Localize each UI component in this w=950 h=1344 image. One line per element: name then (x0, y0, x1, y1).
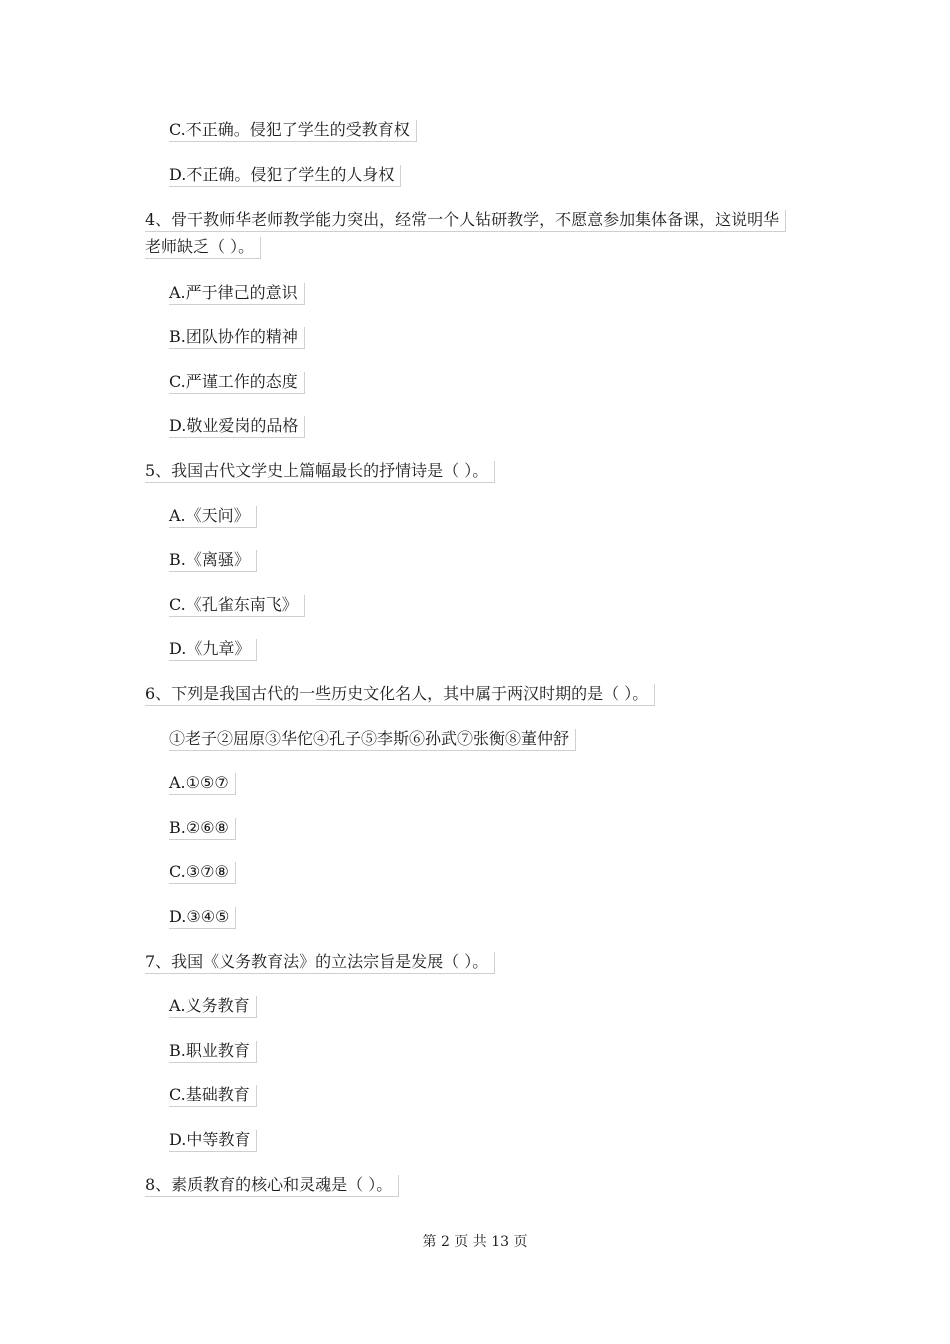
q6-stem: 6、下列是我国古代的一些历史文化名人，其中属于两汉时期的是（ ）。 (145, 684, 655, 706)
q7-option-a: A.义务教育 (169, 996, 257, 1018)
q6-option-b: B.②⑥⑧ (169, 818, 236, 840)
page-footer: 第 2 页 共 13 页 (422, 1234, 528, 1250)
q5-stem: 5、我国古代文学史上篇幅最长的抒情诗是（ ）。 (145, 461, 495, 483)
q4-option-d: D.敬业爱岗的品格 (169, 416, 305, 438)
q6-list: ①老子②屈原③华佗④孔子⑤李斯⑥孙武⑦张衡⑧董仲舒 (169, 729, 576, 751)
q4-stem-line1: 4、骨干教师华老师教学能力突出，经常一个人钻研教学，不愿意参加集体备课，这说明华 (145, 210, 786, 232)
q4-option-b: B.团队协作的精神 (169, 327, 305, 349)
q3-option-d: D.不正确。侵犯了学生的人身权 (169, 165, 401, 187)
q7-option-d: D.中等教育 (169, 1130, 257, 1152)
q4-option-c: C.严谨工作的态度 (169, 372, 305, 394)
q8-stem: 8、素质教育的核心和灵魂是（ ）。 (145, 1175, 399, 1197)
q6-option-d: D.③④⑤ (169, 907, 236, 929)
q5-option-a: A.《天问》 (169, 506, 257, 528)
q7-stem: 7、我国《义务教育法》的立法宗旨是发展（ ）。 (145, 952, 495, 974)
q5-option-b: B.《离骚》 (169, 550, 257, 572)
q6-option-a: A.①⑤⑦ (169, 773, 236, 795)
q4-option-a: A.严于律己的意识 (169, 283, 305, 305)
q3-option-c: C.不正确。侵犯了学生的受教育权 (169, 120, 417, 142)
q7-option-b: B.职业教育 (169, 1041, 257, 1063)
q7-option-c: C.基础教育 (169, 1085, 257, 1107)
q4-stem-line2: 老师缺乏（ ）。 (145, 237, 261, 259)
q6-option-c: C.③⑦⑧ (169, 862, 236, 884)
q5-option-d: D.《九章》 (169, 639, 257, 661)
q5-option-c: C.《孔雀东南飞》 (169, 595, 305, 617)
